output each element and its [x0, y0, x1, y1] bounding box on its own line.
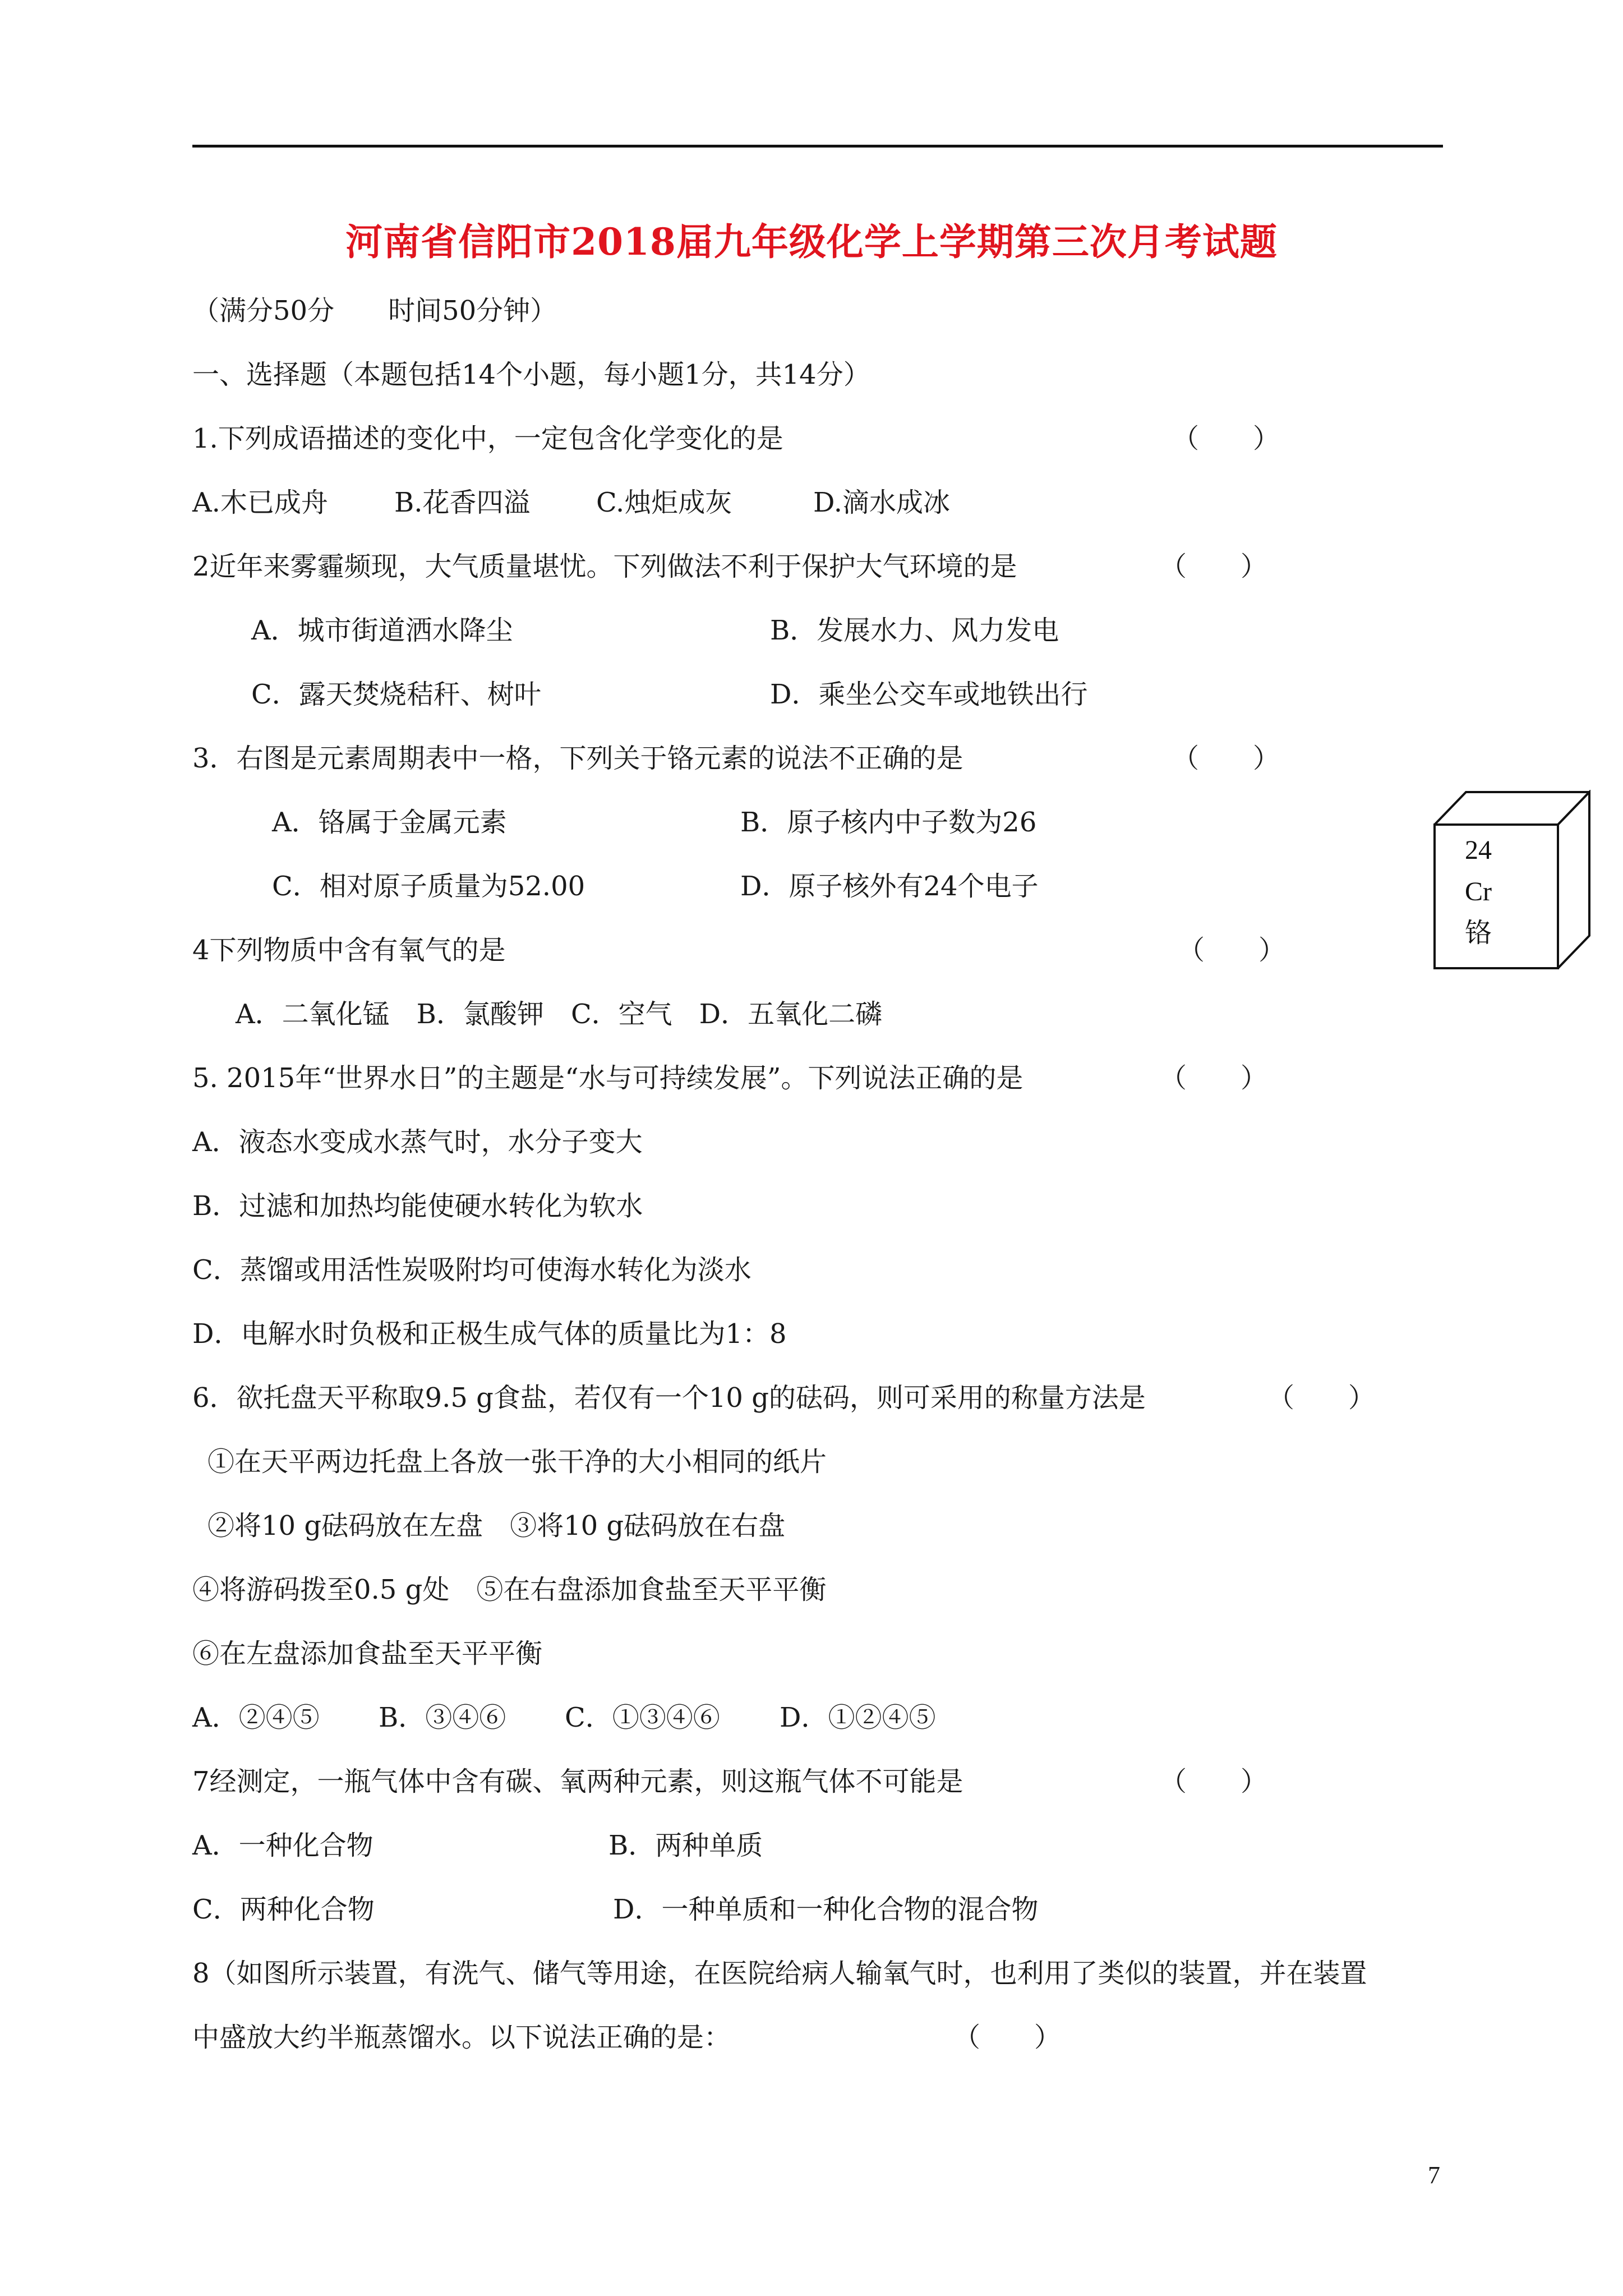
q6-step-6: ⑥在左盘添加食盐至天平平衡 — [192, 1638, 543, 1669]
q6-option-a: A．②④⑤ — [192, 1702, 320, 1733]
q5-option-b: B．过滤和加热均能使硬水转化为软水 — [192, 1190, 643, 1222]
q4-options: A．二氧化锰 B．氯酸钾 C．空气 D．五氧化二磷 — [236, 999, 883, 1030]
q1-answer-paren: （ ） — [1172, 423, 1280, 454]
page-number: 7 — [1428, 2161, 1440, 2189]
q8-stem-line-2: 中盛放大约半瓶蒸馏水。以下说法正确的是： — [192, 2022, 731, 2053]
q6-option-d: D．①②④⑤ — [780, 1702, 936, 1733]
q7-stem: 7经测定，一瓶气体中含有碳、氧两种元素，则这瓶气体不可能是 — [192, 1766, 963, 1797]
element-name: 铬 — [1465, 918, 1492, 948]
q1-option-c: C.烛炬成灰 — [596, 487, 732, 518]
header-rule — [192, 145, 1443, 148]
q8-stem-line-1: 8（如图所示装置，有洗气、储气等用途，在医院给病人输氧气时，也利用了类似的装置，并在装置 — [192, 1958, 1367, 1989]
q5-option-a: A．液态水变成水蒸气时，水分子变大 — [192, 1126, 643, 1158]
q5-option-c: C．蒸馏或用活性炭吸附均可使海水转化为淡水 — [192, 1254, 751, 1286]
q1-option-a: A.木已成舟 — [192, 487, 328, 518]
q2-option-b: B．发展水力、风力发电 — [770, 615, 1059, 646]
atomic-number: 24 — [1465, 835, 1492, 865]
q2-answer-paren: （ ） — [1160, 551, 1268, 582]
q3-option-d: D．原子核外有24个电子 — [740, 871, 1039, 902]
q6-step-4-5: ④将游码拨至0.5 g处 ⑤在右盘添加食盐至天平平衡 — [192, 1574, 827, 1605]
element-symbol: Cr — [1465, 877, 1492, 907]
exam-title: 河南省信阳市2018届九年级化学上学期第三次月考试题 — [345, 220, 1278, 264]
q7-option-d: D．一种单质和一种化合物的混合物 — [613, 1894, 1039, 1925]
section-heading: 一、选择题（本题包括14个小题，每小题1分，共14分） — [192, 359, 870, 390]
q8-answer-paren: （ ） — [953, 2022, 1062, 2053]
q6-option-c: C．①③④⑥ — [565, 1702, 720, 1733]
q7-answer-paren: （ ） — [1160, 1766, 1268, 1797]
q7-option-a: A．一种化合物 — [192, 1830, 374, 1861]
q5-option-d: D．电解水时负极和正极生成气体的质量比为1：8 — [192, 1318, 787, 1350]
cell-box-outline — [1433, 790, 1590, 969]
q6-option-b: B．③④⑥ — [379, 1702, 506, 1733]
q4-stem: 4下列物质中含有氧气的是 — [192, 935, 506, 966]
q3-option-b: B．原子核内中子数为26 — [740, 807, 1037, 838]
q3-option-c: C．相对原子质量为52.00 — [272, 871, 585, 902]
q1-option-b: B.花香四溢 — [394, 487, 531, 518]
q3-option-a: A．铬属于金属元素 — [272, 807, 507, 838]
q4-answer-paren: （ ） — [1178, 935, 1286, 966]
q5-stem: 5. 2015年“世界水日”的主题是“水与可持续发展”。下列说法正确的是 — [192, 1062, 1023, 1094]
q3-stem: 3．右图是元素周期表中一格，下列关于铬元素的说法不正确的是 — [192, 743, 963, 774]
q7-option-b: B．两种单质 — [608, 1830, 763, 1861]
periodic-table-cell — [1433, 790, 1590, 969]
exam-info: （满分50分 时间50分钟） — [192, 295, 557, 326]
q6-answer-paren: （ ） — [1267, 1382, 1376, 1414]
q6-step-2-3: ②将10 g砝码放在左盘 ③将10 g砝码放在右盘 — [208, 1510, 786, 1542]
q7-option-c: C．两种化合物 — [192, 1894, 375, 1925]
q6-step-1: ①在天平两边托盘上各放一张干净的大小相同的纸片 — [208, 1446, 827, 1478]
q2-option-c: C．露天焚烧秸秆、树叶 — [251, 679, 541, 710]
q3-answer-paren: （ ） — [1172, 743, 1280, 774]
q1-option-d: D.滴水成冰 — [813, 487, 951, 518]
q2-stem: 2近年来雾霾频现，大气质量堪忧。下列做法不利于保护大气环境的是 — [192, 551, 1017, 582]
q2-option-d: D．乘坐公交车或地铁出行 — [770, 679, 1088, 710]
q5-answer-paren: （ ） — [1160, 1062, 1268, 1094]
q2-option-a: A．城市街道洒水降尘 — [251, 615, 513, 646]
q6-stem: 6．欲托盘天平称取9.5 g食盐，若仅有一个10 g的砝码，则可采用的称量方法是 — [192, 1382, 1146, 1414]
q1-stem: 1.下列成语描述的变化中，一定包含化学变化的是 — [192, 423, 783, 454]
